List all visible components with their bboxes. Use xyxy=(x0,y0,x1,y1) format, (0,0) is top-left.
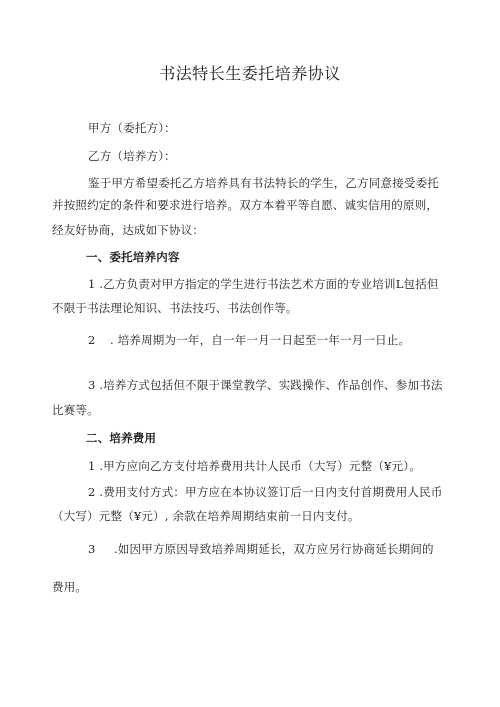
section-1-item-1-line-1: 1 .乙方负责对甲方指定的学生进行书法艺术方面的专业培训L包括但 xyxy=(88,277,439,291)
section-2-item-1: 1 .甲方应向乙方支付培养费用共计人民币（大写）元整（¥元）。 xyxy=(88,459,421,473)
section-2-heading: 二、培养费用 xyxy=(86,431,157,445)
intro-line-2: 并按照约定的条件和要求进行培养。双方本着平等自愿、诚实信用的原则， xyxy=(52,198,439,212)
party-a-label: 甲方（委托方）： xyxy=(88,121,176,135)
section-1-item-1-line-2: 不限于书法理论知识、书法技巧、书法创作等。 xyxy=(52,301,298,315)
party-b-label: 乙方（培养方）： xyxy=(88,149,176,163)
section-2-item-2-line-1: 2 .费用支付方式：甲方应在本协议签订后一日内支付首期费用人民币 xyxy=(88,485,443,499)
intro-line-1: 鉴于甲方希望委托乙方培养具有书法特长的学生，乙方同意接受委托 xyxy=(88,176,439,190)
section-2-item-3-line-2: 费用。 xyxy=(52,580,88,594)
section-2-item-3-text: .如因甲方原因导致培养周期延长，双方应另行协商延长期间的 xyxy=(114,542,434,556)
section-1-item-2-text: . 培养周期为一年，自一年一月一日起至一年一月一日止。 xyxy=(110,333,411,347)
section-2-item-2-line-2: （大写）元整（¥元）, 余款在培养周期结束前一日内支付。 xyxy=(52,509,360,523)
section-2-item-3-number: 3 xyxy=(88,542,96,556)
section-1-heading: 一、委托培养内容 xyxy=(86,250,180,264)
section-1-item-2-number: 2 xyxy=(88,333,96,347)
intro-line-3: 经友好协商，达成如下协议： xyxy=(52,223,205,237)
section-1-item-3-line-1: 3 .培养方式包括但不限于课堂教学、实践操作、作品创作、参加书法 xyxy=(88,378,443,392)
document-title: 书法特长生委托培养协议 xyxy=(159,64,341,83)
section-1-item-3-line-2: 比赛等。 xyxy=(52,403,99,417)
